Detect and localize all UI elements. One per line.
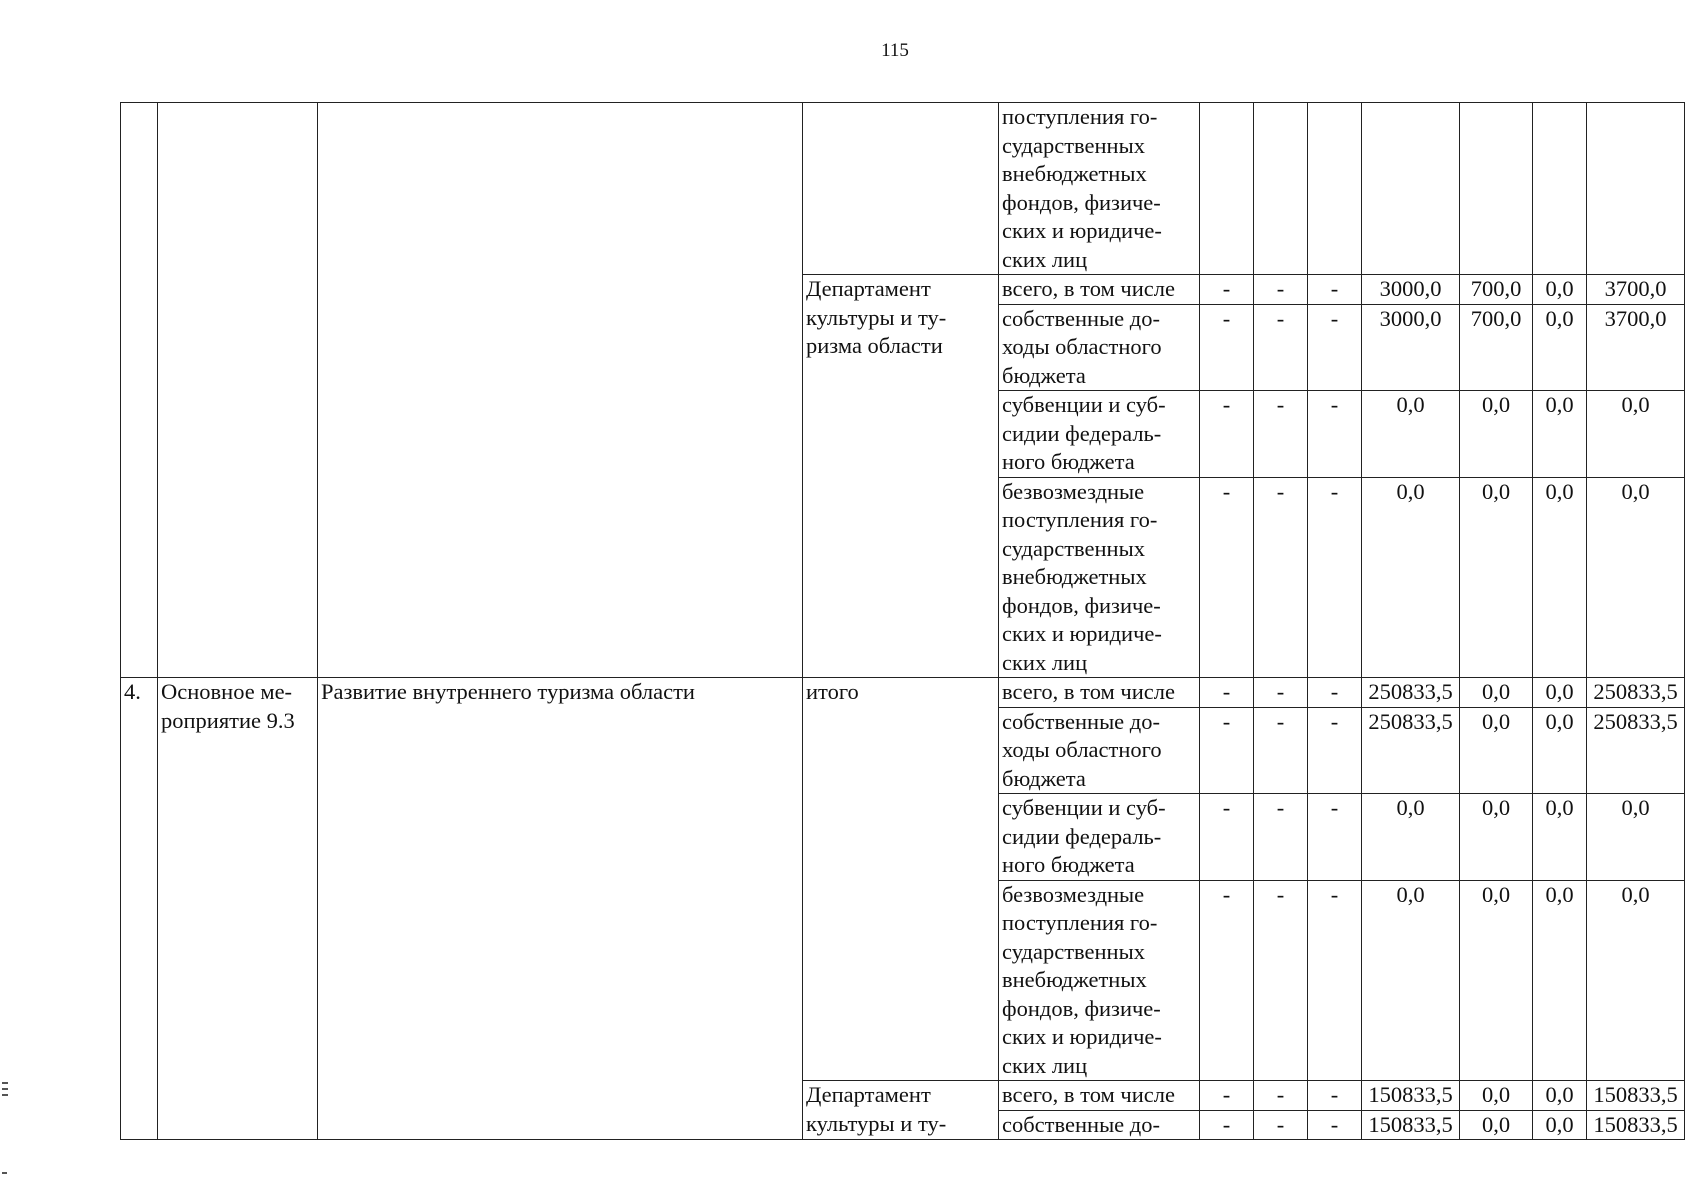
amount-cell: 0,0 bbox=[1533, 477, 1587, 678]
funding-source-cell: безвозмездные поступления го- сударственных внебюджетных фондов, физиче- ских и юридиче- ских лиц bbox=[999, 477, 1200, 678]
dash-cell: - bbox=[1308, 275, 1362, 305]
funding-source-cell: субвенции и суб- сидии федераль- ного бюджета bbox=[999, 391, 1200, 478]
dash-cell: - bbox=[1200, 707, 1254, 794]
amount-cell: 700,0 bbox=[1460, 304, 1533, 391]
dash-cell: - bbox=[1254, 707, 1308, 794]
amount-cell: 0,0 bbox=[1587, 880, 1685, 1081]
amount-cell: 150833,5 bbox=[1587, 1110, 1685, 1140]
page-number: 115 bbox=[881, 40, 909, 61]
executor-cell bbox=[803, 103, 999, 275]
amount-cell: 0,0 bbox=[1460, 391, 1533, 478]
dash-cell: - bbox=[1308, 678, 1362, 708]
scan-mark bbox=[2, 1088, 8, 1090]
amount-cell: 3700,0 bbox=[1587, 304, 1685, 391]
value-cell bbox=[1587, 103, 1685, 275]
funding-source-cell: поступления го- сударственных внебюджетных фондов, физиче- ских и юридиче- ских лиц bbox=[999, 103, 1200, 275]
dash-cell: - bbox=[1200, 678, 1254, 708]
amount-cell: 250833,5 bbox=[1362, 707, 1460, 794]
dash-cell: - bbox=[1308, 880, 1362, 1081]
amount-cell: 250833,5 bbox=[1587, 678, 1685, 708]
scan-mark bbox=[2, 1082, 8, 1084]
funding-table bbox=[120, 102, 1685, 1140]
amount-cell: 0,0 bbox=[1533, 794, 1587, 881]
table-row bbox=[121, 678, 1685, 708]
scan-mark bbox=[2, 1172, 7, 1174]
event-cell bbox=[158, 103, 318, 678]
value-cell bbox=[1254, 103, 1308, 275]
dash-cell: - bbox=[1254, 1110, 1308, 1140]
dash-cell: - bbox=[1308, 477, 1362, 678]
amount-cell: 0,0 bbox=[1533, 707, 1587, 794]
value-cell bbox=[1200, 103, 1254, 275]
amount-cell: 3000,0 bbox=[1362, 275, 1460, 305]
amount-cell: 0,0 bbox=[1362, 477, 1460, 678]
title-cell bbox=[318, 103, 803, 678]
funding-source-cell: собственные до- ходы областного бюджета bbox=[999, 304, 1200, 391]
dash-cell: - bbox=[1308, 1110, 1362, 1140]
dash-cell: - bbox=[1254, 477, 1308, 678]
amount-cell: 0,0 bbox=[1533, 880, 1587, 1081]
amount-cell: 150833,5 bbox=[1362, 1081, 1460, 1111]
value-cell bbox=[1533, 103, 1587, 275]
amount-cell: 3700,0 bbox=[1587, 275, 1685, 305]
amount-cell: 0,0 bbox=[1362, 880, 1460, 1081]
dash-cell: - bbox=[1308, 391, 1362, 478]
amount-cell: 0,0 bbox=[1533, 1081, 1587, 1111]
dash-cell: - bbox=[1200, 880, 1254, 1081]
amount-cell: 0,0 bbox=[1460, 880, 1533, 1081]
event-title: Развитие внутреннего туризма области bbox=[318, 678, 803, 1140]
funding-source-cell: всего, в том числе bbox=[999, 1081, 1200, 1111]
amount-cell: 0,0 bbox=[1533, 678, 1587, 708]
amount-cell: 0,0 bbox=[1533, 304, 1587, 391]
event-name: Основное ме- роприятие 9.3 bbox=[158, 678, 318, 1140]
dash-cell: - bbox=[1200, 1110, 1254, 1140]
amount-cell: 0,0 bbox=[1460, 1081, 1533, 1111]
amount-cell: 0,0 bbox=[1533, 275, 1587, 305]
amount-cell: 0,0 bbox=[1587, 391, 1685, 478]
funding-source-cell: собственные до- bbox=[999, 1110, 1200, 1140]
dash-cell: - bbox=[1200, 1081, 1254, 1111]
dash-cell: - bbox=[1308, 707, 1362, 794]
amount-cell: 0,0 bbox=[1460, 1110, 1533, 1140]
amount-cell: 150833,5 bbox=[1362, 1110, 1460, 1140]
funding-source-cell: субвенции и суб- сидии федераль- ного бюджета bbox=[999, 794, 1200, 881]
dash-cell: - bbox=[1254, 678, 1308, 708]
dash-cell: - bbox=[1200, 304, 1254, 391]
dash-cell: - bbox=[1254, 880, 1308, 1081]
dash-cell: - bbox=[1200, 477, 1254, 678]
amount-cell: 0,0 bbox=[1460, 707, 1533, 794]
dash-cell: - bbox=[1254, 1081, 1308, 1111]
dash-cell: - bbox=[1200, 275, 1254, 305]
dash-cell: - bbox=[1200, 391, 1254, 478]
dash-cell: - bbox=[1308, 1081, 1362, 1111]
value-cell bbox=[1460, 103, 1533, 275]
amount-cell: 250833,5 bbox=[1587, 707, 1685, 794]
department-cell: Департамент культуры и ту- ризма области bbox=[803, 275, 999, 678]
value-cell bbox=[1308, 103, 1362, 275]
funding-source-cell: безвозмездные поступления го- сударственных внебюджетных фондов, физиче- ских и юридиче- ских лиц bbox=[999, 880, 1200, 1081]
dash-cell: - bbox=[1308, 794, 1362, 881]
amount-cell: 700,0 bbox=[1460, 275, 1533, 305]
amount-cell: 0,0 bbox=[1533, 1110, 1587, 1140]
amount-cell: 0,0 bbox=[1533, 391, 1587, 478]
amount-cell: 0,0 bbox=[1587, 477, 1685, 678]
amount-cell: 0,0 bbox=[1460, 678, 1533, 708]
dash-cell: - bbox=[1254, 304, 1308, 391]
table-row bbox=[121, 103, 1685, 275]
amount-cell: 0,0 bbox=[1587, 794, 1685, 881]
amount-cell: 0,0 bbox=[1460, 477, 1533, 678]
funding-source-cell: всего, в том числе bbox=[999, 678, 1200, 708]
dash-cell: - bbox=[1200, 794, 1254, 881]
dash-cell: - bbox=[1254, 391, 1308, 478]
value-cell bbox=[1362, 103, 1460, 275]
funding-source-cell: всего, в том числе bbox=[999, 275, 1200, 305]
amount-cell: 0,0 bbox=[1362, 391, 1460, 478]
row-number: 4. bbox=[121, 678, 158, 1140]
total-label: итого bbox=[803, 678, 999, 1081]
dash-cell: - bbox=[1308, 304, 1362, 391]
amount-cell: 3000,0 bbox=[1362, 304, 1460, 391]
amount-cell: 0,0 bbox=[1460, 794, 1533, 881]
amount-cell: 150833,5 bbox=[1587, 1081, 1685, 1111]
funding-source-cell: собственные до- ходы областного бюджета bbox=[999, 707, 1200, 794]
amount-cell: 0,0 bbox=[1362, 794, 1460, 881]
dash-cell: - bbox=[1254, 794, 1308, 881]
amount-cell: 250833,5 bbox=[1362, 678, 1460, 708]
dash-cell: - bbox=[1254, 275, 1308, 305]
department-cell: Департамент культуры и ту- bbox=[803, 1081, 999, 1140]
number-cell bbox=[121, 103, 158, 678]
scan-mark bbox=[2, 1094, 8, 1096]
